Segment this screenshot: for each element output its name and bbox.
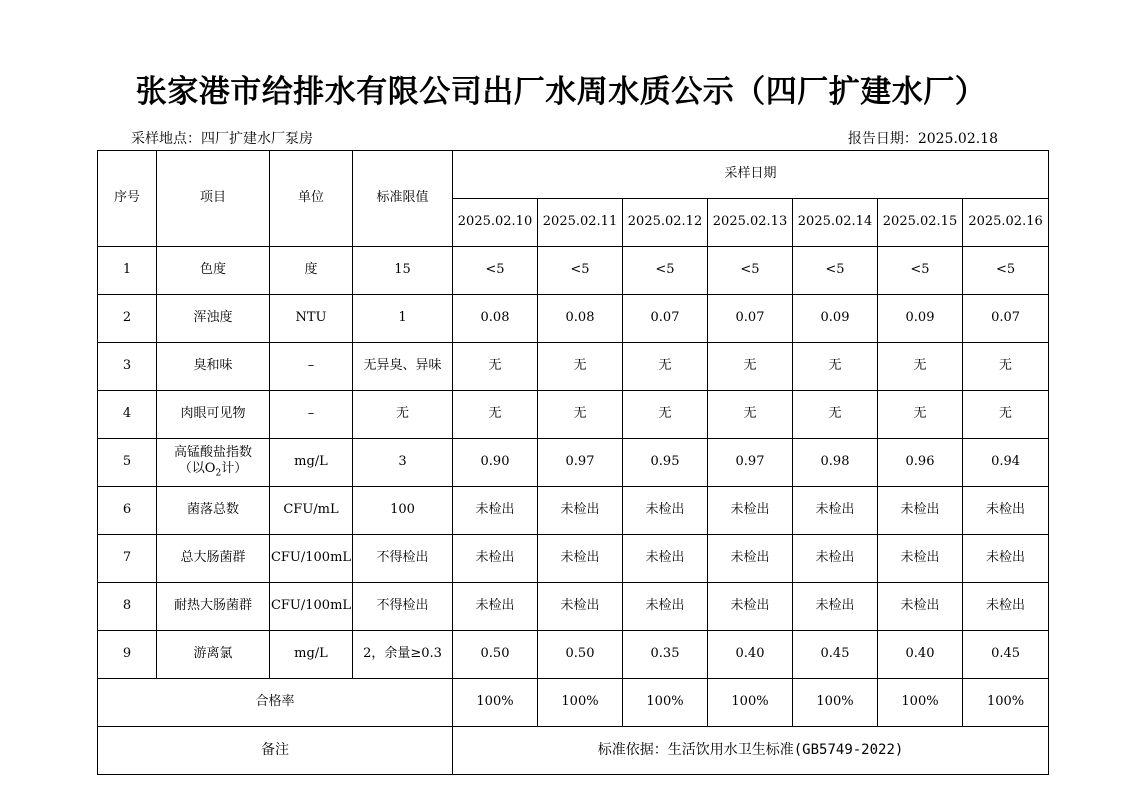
row-value: 0.98 — [793, 439, 878, 487]
row-value: 0.97 — [538, 439, 623, 487]
row-item-line2-suffix: 计） — [221, 461, 248, 477]
row-item-line2-sub: 2 — [215, 468, 222, 479]
row-value: 未检出 — [793, 583, 878, 631]
row-item-line2 — [157, 461, 269, 480]
remarks-text: 标准依据：生活饮用水卫生标准(GB5749-2022) — [453, 727, 1049, 775]
table-row — [98, 247, 1049, 295]
row-value: 0.09 — [793, 295, 878, 343]
row-index: 9 — [98, 631, 157, 679]
row-limit: 无异臭、异味 — [353, 343, 453, 391]
row-value: 未检出 — [963, 583, 1049, 631]
header-limit: 标准限值 — [353, 151, 453, 247]
row-item-line1: 高锰酸盐指数 — [173, 444, 252, 460]
row-value: 0.45 — [793, 631, 878, 679]
row-value: <5 — [708, 247, 793, 295]
row-value: 0.09 — [878, 295, 963, 343]
row-value: 无 — [538, 391, 623, 439]
date-header-cell: 2025.02.12 — [623, 199, 708, 247]
row-value: 未检出 — [878, 535, 963, 583]
row-value: <5 — [623, 247, 708, 295]
row-value: 0.97 — [708, 439, 793, 487]
row-item: 色度 — [157, 247, 270, 295]
row-value: 无 — [623, 343, 708, 391]
row-value: 0.40 — [878, 631, 963, 679]
row-value: 无 — [453, 391, 538, 439]
row-item — [157, 439, 270, 487]
row-value: 未检出 — [453, 535, 538, 583]
row-limit: 2，余量≥0.3 — [353, 631, 453, 679]
row-index: 4 — [98, 391, 157, 439]
date-header-cell: 2025.02.11 — [538, 199, 623, 247]
table-row — [98, 583, 1049, 631]
row-unit: CFU/mL — [270, 487, 353, 535]
pass-rate-cell: 100% — [963, 679, 1049, 727]
row-value: 未检出 — [878, 583, 963, 631]
row-value: 0.35 — [623, 631, 708, 679]
sampling-location: 采样地点：四厂扩建水厂泵房 — [131, 131, 313, 147]
table-row — [98, 631, 1049, 679]
pass-rate-cell: 100% — [538, 679, 623, 727]
row-limit: 100 — [353, 487, 453, 535]
row-unit: CFU/100mL — [270, 583, 353, 631]
header-sampling-dates: 采样日期 — [453, 151, 1049, 199]
row-index: 2 — [98, 295, 157, 343]
row-value: 无 — [708, 391, 793, 439]
date-header-cell: 2025.02.16 — [963, 199, 1049, 247]
row-value: <5 — [793, 247, 878, 295]
row-item: 总大肠菌群 — [157, 535, 270, 583]
row-value: 0.90 — [453, 439, 538, 487]
header-item: 项目 — [157, 151, 270, 247]
table-row — [98, 343, 1049, 391]
row-value: 0.50 — [453, 631, 538, 679]
table-row — [98, 391, 1049, 439]
row-value: 无 — [963, 391, 1049, 439]
table-row — [98, 535, 1049, 583]
row-unit: NTU — [270, 295, 353, 343]
row-value: 未检出 — [793, 535, 878, 583]
row-unit: mg/L — [270, 439, 353, 487]
row-value: 未检出 — [453, 583, 538, 631]
date-header-cell: 2025.02.15 — [878, 199, 963, 247]
row-unit: CFU/100mL — [270, 535, 353, 583]
row-item: 耐热大肠菌群 — [157, 583, 270, 631]
row-value: 未检出 — [538, 487, 623, 535]
row-value: 未检出 — [878, 487, 963, 535]
row-value: 未检出 — [963, 535, 1049, 583]
row-value: 无 — [878, 343, 963, 391]
row-unit: – — [270, 391, 353, 439]
row-limit: 1 — [353, 295, 453, 343]
table-row — [98, 439, 1049, 487]
row-value: <5 — [878, 247, 963, 295]
row-item: 肉眼可见物 — [157, 391, 270, 439]
row-item: 臭和味 — [157, 343, 270, 391]
pass-rate-cell: 100% — [708, 679, 793, 727]
pass-rate-cell: 100% — [878, 679, 963, 727]
page-title: 张家港市给排水有限公司出厂水周水质公示（四厂扩建水厂） — [135, 74, 987, 110]
header-index: 序号 — [98, 151, 157, 247]
row-value: <5 — [963, 247, 1049, 295]
pass-rate-cell: 100% — [793, 679, 878, 727]
pass-rate-row — [98, 679, 1049, 727]
row-value: 未检出 — [623, 535, 708, 583]
row-item-line2-prefix: （以O — [178, 461, 216, 477]
row-limit: 不得检出 — [353, 583, 453, 631]
row-value: 未检出 — [708, 487, 793, 535]
row-limit: 15 — [353, 247, 453, 295]
row-index: 6 — [98, 487, 157, 535]
row-value: 无 — [708, 343, 793, 391]
pass-rate-cell: 100% — [623, 679, 708, 727]
table-row — [98, 487, 1049, 535]
row-value: 未检出 — [708, 583, 793, 631]
row-value: <5 — [453, 247, 538, 295]
row-value: 0.45 — [963, 631, 1049, 679]
row-value: 未检出 — [623, 583, 708, 631]
row-limit: 无 — [353, 391, 453, 439]
row-index: 1 — [98, 247, 157, 295]
row-index: 8 — [98, 583, 157, 631]
date-header-cell: 2025.02.13 — [708, 199, 793, 247]
row-value: 未检出 — [708, 535, 793, 583]
row-value: 0.40 — [708, 631, 793, 679]
row-index: 5 — [98, 439, 157, 487]
row-value: 无 — [963, 343, 1049, 391]
remarks-label: 备注 — [98, 727, 453, 775]
row-limit: 不得检出 — [353, 535, 453, 583]
table-row — [98, 295, 1049, 343]
row-unit: mg/L — [270, 631, 353, 679]
row-value: 未检出 — [538, 535, 623, 583]
row-value: 未检出 — [453, 487, 538, 535]
row-value: 0.08 — [453, 295, 538, 343]
row-value: 未检出 — [623, 487, 708, 535]
row-value: 0.94 — [963, 439, 1049, 487]
row-index: 7 — [98, 535, 157, 583]
row-value: 无 — [453, 343, 538, 391]
date-header-cell: 2025.02.10 — [453, 199, 538, 247]
row-value: 无 — [878, 391, 963, 439]
row-index: 3 — [98, 343, 157, 391]
row-value: 0.08 — [538, 295, 623, 343]
row-value: 0.07 — [623, 295, 708, 343]
row-value: 0.95 — [623, 439, 708, 487]
row-value: 0.07 — [963, 295, 1049, 343]
report-date: 报告日期：2025.02.18 — [847, 131, 998, 147]
row-value: 0.50 — [538, 631, 623, 679]
row-value: 未检出 — [963, 487, 1049, 535]
pass-rate-cell: 100% — [453, 679, 538, 727]
row-value: <5 — [538, 247, 623, 295]
header-unit: 单位 — [270, 151, 353, 247]
row-item: 菌落总数 — [157, 487, 270, 535]
row-value: 未检出 — [538, 583, 623, 631]
date-header-cell: 2025.02.14 — [793, 199, 878, 247]
row-value: 无 — [793, 391, 878, 439]
row-value: 无 — [623, 391, 708, 439]
row-value: 0.07 — [708, 295, 793, 343]
water-quality-table — [97, 150, 1049, 775]
row-item: 浑浊度 — [157, 295, 270, 343]
remarks-row — [98, 727, 1049, 775]
row-value: 无 — [793, 343, 878, 391]
row-value: 0.96 — [878, 439, 963, 487]
row-unit: – — [270, 343, 353, 391]
pass-rate-label: 合格率 — [98, 679, 453, 727]
row-unit: 度 — [270, 247, 353, 295]
row-item: 游离氯 — [157, 631, 270, 679]
header-row — [98, 151, 1049, 199]
row-value: 无 — [538, 343, 623, 391]
row-limit: 3 — [353, 439, 453, 487]
row-value: 未检出 — [793, 487, 878, 535]
